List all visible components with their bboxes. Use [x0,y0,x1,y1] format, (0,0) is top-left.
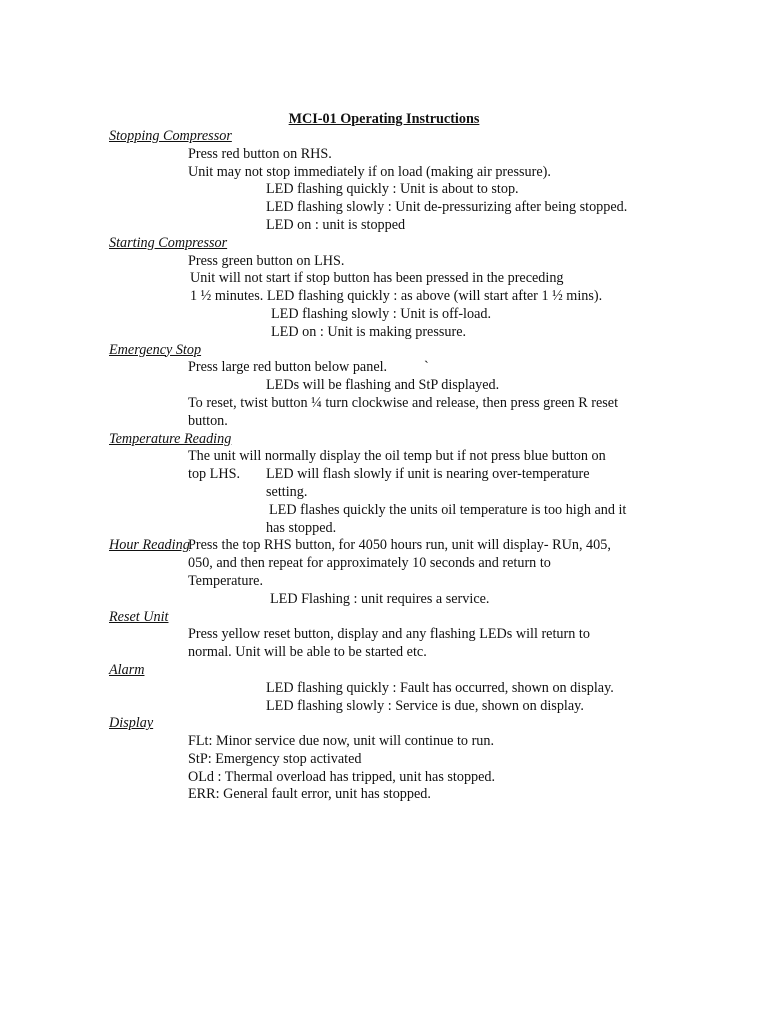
document-body [0,128,768,804]
section-alarm [0,662,768,680]
text-line: 1 ½ minutes. LED flashing quickly : as above (will start after 1 ½ mins). [190,288,603,305]
section-heading: Temperature Reading [109,430,232,447]
text-line: LED flashes quickly the units oil temperature is too high and it [269,501,627,518]
section-emergency [0,342,768,360]
text-line: LED Flashing : unit requires a service. [270,590,490,607]
section-heading: Display [109,715,154,732]
text-line: button. [188,412,228,429]
text-line: Temperature. [188,572,264,589]
text-line: Press the top RHS button, for 4050 hours run, unit will display- RUn, 405, [188,537,611,554]
text-line: LED flashing slowly : Unit de-pressurizing after being stopped. [266,199,628,216]
text-line: Unit may not stop immediately if on load (making air pressure). [188,163,551,180]
section-heading: Reset Unit [109,608,169,625]
stray-mark: ` [424,359,429,376]
text-line: StP: Emergency stop activated [188,750,362,767]
section-heading: Stopping Compressor [109,128,232,144]
section-heading: Starting Compressor [109,234,228,251]
text-line: ERR: General fault error, unit has stopped. [188,786,431,803]
text-line: Unit will not start if stop button has been pressed in the preceding [190,270,564,287]
text-line: normal. Unit will be able to be started etc. [188,644,427,661]
text-line: The unit will normally display the oil temp but if not press blue button on [188,448,606,465]
text-line: top LHS. [188,466,241,483]
text-line: To reset, twist button ¼ turn clockwise and release, then press green R reset [188,394,619,411]
section-heading: Hour Reading [109,537,190,554]
section-reset [0,609,768,627]
text-line: Press large red button below panel. [188,359,388,376]
text-line: LED will flash slowly if unit is nearing over-temperature [266,466,590,483]
text-line: has stopped. [266,519,337,536]
text-line: LED flashing quickly : Unit is about to stop. [266,181,519,198]
text-line: Press red button on RHS. [188,145,332,162]
section-starting [0,235,768,253]
text-line: FLt: Minor service due now, unit will continue to run. [188,733,495,750]
text-line: OLd : Thermal overload has tripped, unit has stopped. [188,768,496,785]
section-temperature [0,431,768,449]
section-stopping [0,128,768,146]
text-line: Press yellow reset button, display and any flashing LEDs will return to [188,626,590,643]
text-line: LED on : unit is stopped [266,216,406,233]
text-line: LED flashing slowly : Unit is off-load. [271,305,492,322]
document-title: MCI-01 Operating Instructions [288,111,480,127]
text-line: LED flashing quickly : Fault has occurred, shown on display. [266,679,614,696]
section-display [0,715,768,733]
text-line: LED on : Unit is making pressure. [271,323,467,340]
text-line: LED flashing slowly : Service is due, shown on display. [266,697,584,714]
text-line: 050, and then repeat for approximately 10 seconds and return to [188,555,551,572]
text-line: setting. [266,483,308,500]
text-line: LEDs will be flashing and StP displayed. [266,377,500,394]
section-heading: Emergency Stop [109,341,202,358]
text-line: Press green button on LHS. [188,252,345,269]
section-heading: Alarm [109,661,145,678]
section-hour [0,537,768,555]
